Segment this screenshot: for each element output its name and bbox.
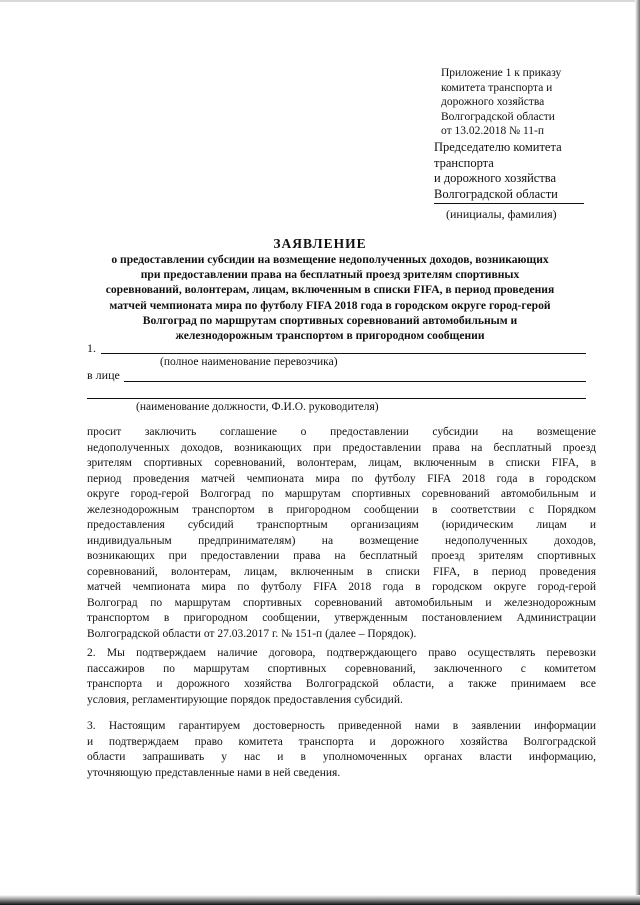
paragraph-line: округе город-герой Волгоград по маршрутам спортивных соревнований автомобильным и bbox=[87, 488, 596, 500]
head-name-line-1 bbox=[124, 381, 586, 382]
addressee-line: Председателю комитета bbox=[434, 140, 562, 154]
addressee-line: и дорожного хозяйства bbox=[434, 171, 557, 185]
paragraph-1 bbox=[87, 425, 596, 642]
paragraph-line: предоставления субсидий транспортным организациям (юридическим лицам и bbox=[87, 519, 596, 531]
subtitle-line: соревнований, волонтерам, лицам, включенным в списки FIFA, в период проведения bbox=[105, 283, 555, 297]
annex-line: Волгоградской области bbox=[441, 110, 555, 123]
addressee-line: Волгоградской области bbox=[434, 186, 558, 201]
paragraph-line: транспорта и дорожного хозяйства Волгоградской области, а также принимаем все bbox=[87, 678, 596, 690]
addressee-block bbox=[434, 140, 604, 202]
initials-caption: (инициалы, фамилия) bbox=[446, 207, 557, 221]
paragraph-line: области запрашивать у нас и в уполномоченных органах власти информацию, bbox=[87, 751, 596, 763]
paragraph-line: и подтверждаем право комитета транспорта и дорожного хозяйства Волгоградской bbox=[87, 735, 596, 748]
paragraph-line: 2. Мы подтверждаем наличие договора, подтверждающего право осуществлять перевозки bbox=[87, 647, 596, 659]
carrier-name-line bbox=[101, 353, 586, 354]
carrier-caption: (полное наименование перевозчика) bbox=[160, 356, 338, 368]
scan-edge-top bbox=[0, 0, 640, 2]
paragraph-line: железнодорожным транспортом в пригородном сообщении в соответствии с Порядком bbox=[87, 503, 596, 516]
subtitle-line: матчей чемпионата мира по футболу FIFA 2018 года в городском округе город-герой bbox=[109, 298, 551, 312]
paragraph-line: матчей чемпионата мира по футболу FIFA 2018 года в городском округе город-герой bbox=[87, 581, 596, 593]
document-subtitle bbox=[80, 252, 580, 343]
annex-line: дорожного хозяйства bbox=[441, 96, 545, 108]
paragraph-2 bbox=[87, 646, 596, 708]
paragraph-line: транспортом в пригородном сообщении, утвержденным постановлением Администрации bbox=[87, 612, 596, 624]
paragraph-line: период проведения матчей чемпионата мира по футболу FIFA 2018 года в городском bbox=[87, 472, 596, 485]
in-person-label: в лице bbox=[87, 368, 120, 382]
addressee-line: транспорта bbox=[434, 155, 494, 170]
item-number: 1. bbox=[87, 341, 96, 355]
annex-line: комитета транспорта и bbox=[441, 81, 553, 94]
subtitle-line: железнодорожным транспортом в пригородном сообщении bbox=[175, 329, 485, 343]
paragraph-line: недополученных доходов, возникающих при предоставлении права на бесплатный проезд bbox=[87, 441, 596, 454]
document-title: ЗАЯВЛЕНИЕ bbox=[273, 236, 367, 251]
head-name-line-2 bbox=[87, 398, 586, 399]
scan-edge-right bbox=[635, 0, 640, 905]
initials-blank-line bbox=[434, 203, 584, 204]
annex-line: Приложение 1 к приказу bbox=[441, 67, 562, 79]
paragraph-line: зрителям спортивных соревнований, волонтерам, лицам, включенным в списки FIFA, в bbox=[87, 457, 596, 469]
annex-reference bbox=[441, 66, 611, 139]
subtitle-line: о предоставлении субсидии на возмещение недополученных доходов, возникающих bbox=[111, 253, 549, 266]
paragraph-line: возникающих при предоставлении права на бесплатный проезд зрителям спортивных bbox=[87, 550, 596, 562]
annex-line: от 13.02.2018 № 11-п bbox=[441, 125, 545, 137]
paragraph-line: пассажиров по маршрутам спортивных соревнований, заключенного с комитетом bbox=[87, 662, 596, 675]
paragraph-line: просит заключить соглашение о предоставлении субсидии на возмещение bbox=[87, 426, 596, 438]
paragraph-line: Волгоград по маршрутам спортивных соревнований автомобильным и железнодорожным bbox=[87, 596, 596, 609]
paragraph-line: индивидуальным предпринимателям) на возмещение недополученных доходов, bbox=[87, 534, 596, 547]
head-caption: (наименование должности, Ф.И.О. руководителя) bbox=[136, 401, 379, 413]
paragraph-line: условия, регламентирующие порядок предоставления субсидий. bbox=[87, 693, 403, 706]
paragraph-line: Волгоградской области от 27.03.2017 г. № 151-п (далее – Порядок). bbox=[87, 627, 417, 640]
subtitle-line: при предоставлении права на бесплатный проезд зрителям спортивных bbox=[140, 268, 520, 282]
paragraph-3 bbox=[87, 719, 596, 781]
paragraph-line: 3. Настоящим гарантируем достоверность приведенной нами в заявлении информации bbox=[87, 720, 596, 732]
paragraph-line: соревнований, волонтерам, лицам, включенным в списки FIFA, в период проведения bbox=[87, 565, 596, 578]
scan-edge-bottom bbox=[0, 895, 640, 905]
paragraph-line: уточняющую представленные нами в ней сведения. bbox=[87, 766, 341, 779]
subtitle-line: Волгоград по маршрутам спортивных соревнований автомобильным и bbox=[142, 313, 518, 327]
